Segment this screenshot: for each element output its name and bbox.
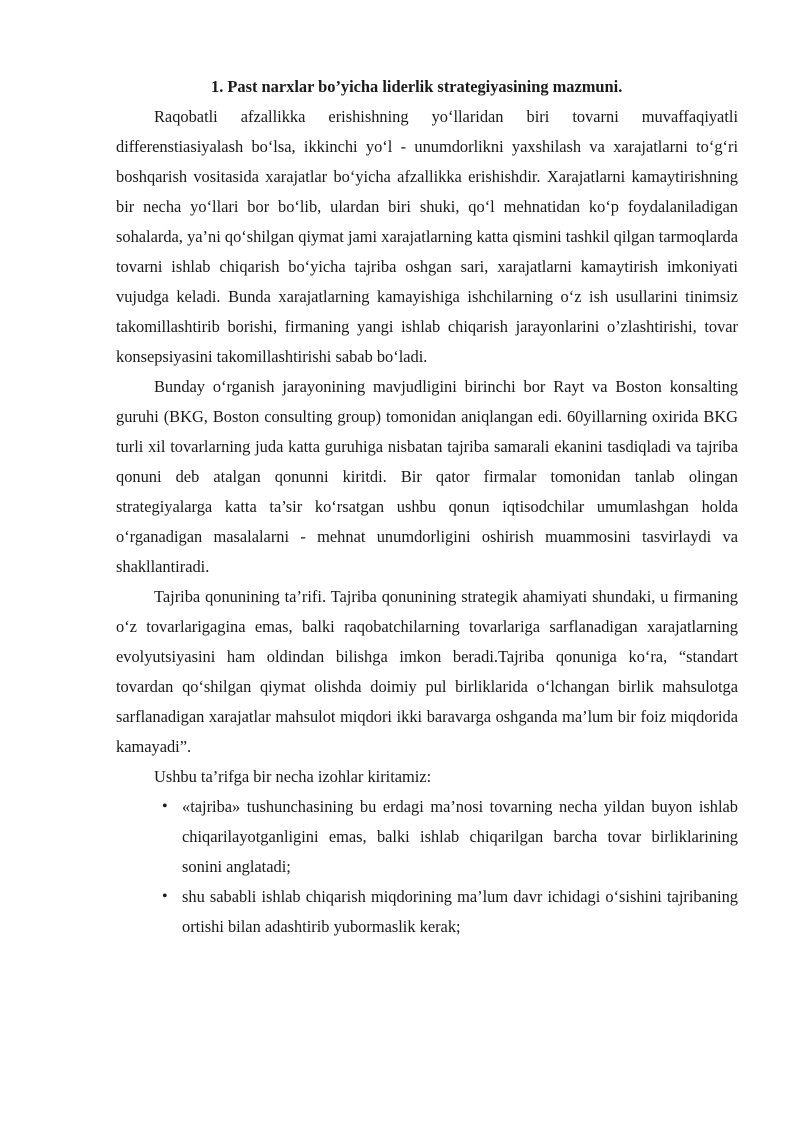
section-title: 1. Past narxlar bo’yicha liderlik strategiyasining mazmuni. [211,77,623,96]
list-item [116,792,738,882]
notes-list [116,792,738,942]
bullet-icon: • [162,888,168,905]
list-item-text: «tajriba» tushunchasining bu erdagi ma’nosi tovarning necha yildan buyon ishlab chiqarilayotganligini emas, balki ishlab chiqarilgan barcha tovar birliklarining sonini anglatadi; [182,797,738,876]
paragraph-bkg-experience: Bunday o‘rganish jarayonining mavjudligini birinchi bor Rayt va Boston konsalting guruhi (BKG, Boston consulting group) tomonidan aniqlangan edi. 60yillarning oxirida BKG turli xil tovarlarning juda katta guruhiga nisbatan tajriba samarali ekanini tasdiqladi va tajriba qonuni deb atalgan qonunni kiritdi. Bir qator firmalar tomonidan tanlab olingan strategiyalarga katta ta’sir ko‘rsatgan ushbu qonun iqtisodchilar umumlashgan holda o‘rganadigan masalalarni - mehnat unumdorligini oshirish muammosini tasvirlaydi va shakllantiradi. [116,377,738,576]
list-item [116,882,738,942]
list-item-text: shu sababli ishlab chiqarish miqdorining ma’lum davr ichidagi o‘sishini tajribaning ortishi bilan adashtirib yubormaslik kerak; [182,887,738,936]
document-page [116,72,738,942]
bullet-icon: • [162,798,168,815]
paragraph-cost-advantage: Raqobatli afzallikka erishishning yo‘llaridan biri tovarni muvaffaqiyatli differenstiasiyalash bo‘lsa, ikkinchi yo‘l - unumdorlikni yaxshilash va xarajatlarni to‘g‘ri boshqarish vositasida xarajatlar bo‘yicha afzallikka erishishdir. Xarajatlarni kamaytirishning bir necha yo‘llari bor bo‘lib, ulardan biri shuki, qo‘l mehnatidan ko‘p foydalaniladigan sohalarda, ya’ni qo‘shilgan qiymat jami xarajatlarning katta qismini tashkil qilgan tarmoqlarda tovarni ishlab chiqarish bo‘yicha tajriba oshgan sari, xarajatlarni kamaytirish imkoniyati vujudga keladi. Bunda xarajatlarning kamayishiga ishchilarning o‘z ish usullarini tinimsiz takomillashtirib borishi, firmaning yangi ishlab chiqarish jarayonlarini o’zlashtirishi, tovar konsepsiyasini takomillashtirishi sabab bo‘ladi. [116,107,738,366]
paragraph-experience-law-definition: Tajriba qonunining ta’rifi. Tajriba qonunining strategik ahamiyati shundaki, u firmaning o‘z tovarlarigagina emas, balki raqobatchilarning tovarlariga sarflanadigan xarajatlarning evolyutsiyasini ham oldindan bilishga imkon beradi.Tajriba qonuniga ko‘ra, “standart tovardan qo‘shilgan qiymat olishda doimiy pul birliklarida o‘lchangan birlik mahsulotga sarflanadigan xarajatlar mahsulot miqdori ikki baravarga oshganda ma’lum bir foiz miqdorida kamayadi”. [116,587,738,756]
paragraph-notes-intro: Ushbu ta’rifga bir necha izohlar kiritamiz: [154,767,432,786]
